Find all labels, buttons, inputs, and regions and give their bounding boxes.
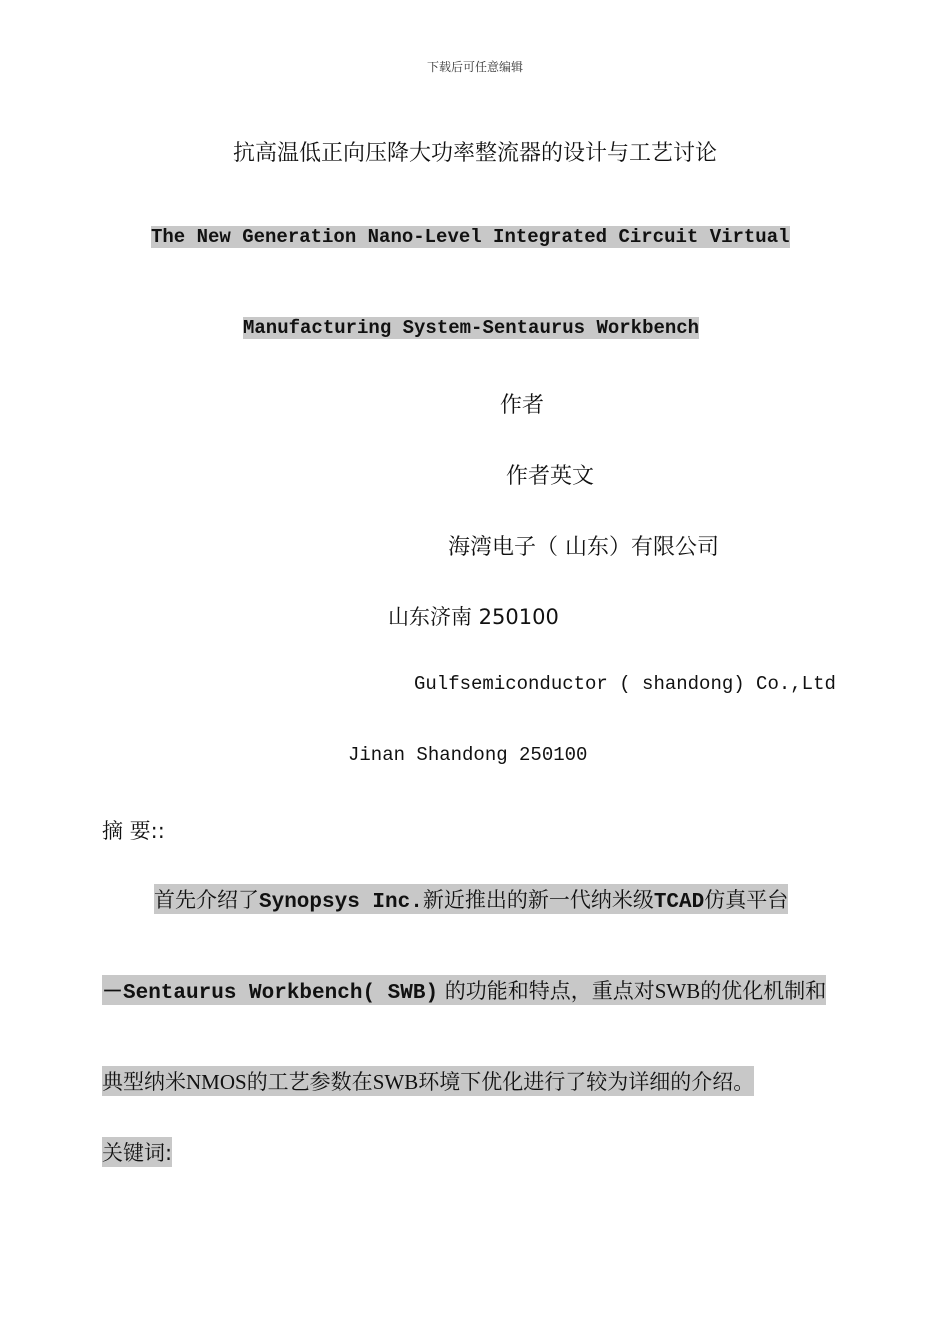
affiliation-cn: 海湾电子（ 山东）有限公司 [448,535,719,560]
header-note: 下载后可任意编辑 [426,60,523,74]
abstract-line-3 [102,1066,754,1096]
author-name-en: 作者英文 [506,464,595,489]
address-en: Jinan Shandong 250100 [348,744,588,766]
abstract-term: －Sentaurus Workbench( SWB) [102,982,439,1005]
abstract-text: 的功能和特点，重点对 [438,979,655,1003]
abstract-term: NMOS [186,1070,247,1094]
affiliation-en: Gulfsemiconductor ( shandong) Co.,Ltd [414,673,836,695]
abstract-line-1 [154,884,788,914]
author-name: 作者 [500,393,545,418]
abstract-term: TCAD [653,891,705,914]
document-title-en-line2: Manufacturing System-Sentaurus Workbench [243,317,700,339]
document-title-cn: 抗高温低正向压降大功率整流器的设计与工艺讨论 [232,141,717,166]
abstract-term: Synopsys Inc. [259,891,423,914]
abstract-text: 环境下优化进行了较为详细的介绍。 [418,1070,755,1094]
document-title-en-line1: The New Generation Nano-Level Integrated Circuit Virtual [151,226,790,248]
abstract-text: 典型纳米 [102,1070,186,1094]
abstract-text: 新近推出的新一代纳米级 [422,888,654,912]
abstract-text: 首先介绍了 [154,888,259,912]
abstract-term: SWB [654,979,701,1003]
address-cn: 山东济南 250100 [388,605,559,629]
abstract-term: SWB [372,1070,419,1094]
abstract-label: 摘 要:: [102,819,165,843]
abstract-text: 仿真平台 [704,888,789,912]
abstract-line-2 [102,975,826,1005]
keywords-label: 关键词: [102,1137,172,1167]
abstract-text: 的优化机制和 [700,979,827,1003]
abstract-text: 的工艺参数在 [246,1070,373,1094]
